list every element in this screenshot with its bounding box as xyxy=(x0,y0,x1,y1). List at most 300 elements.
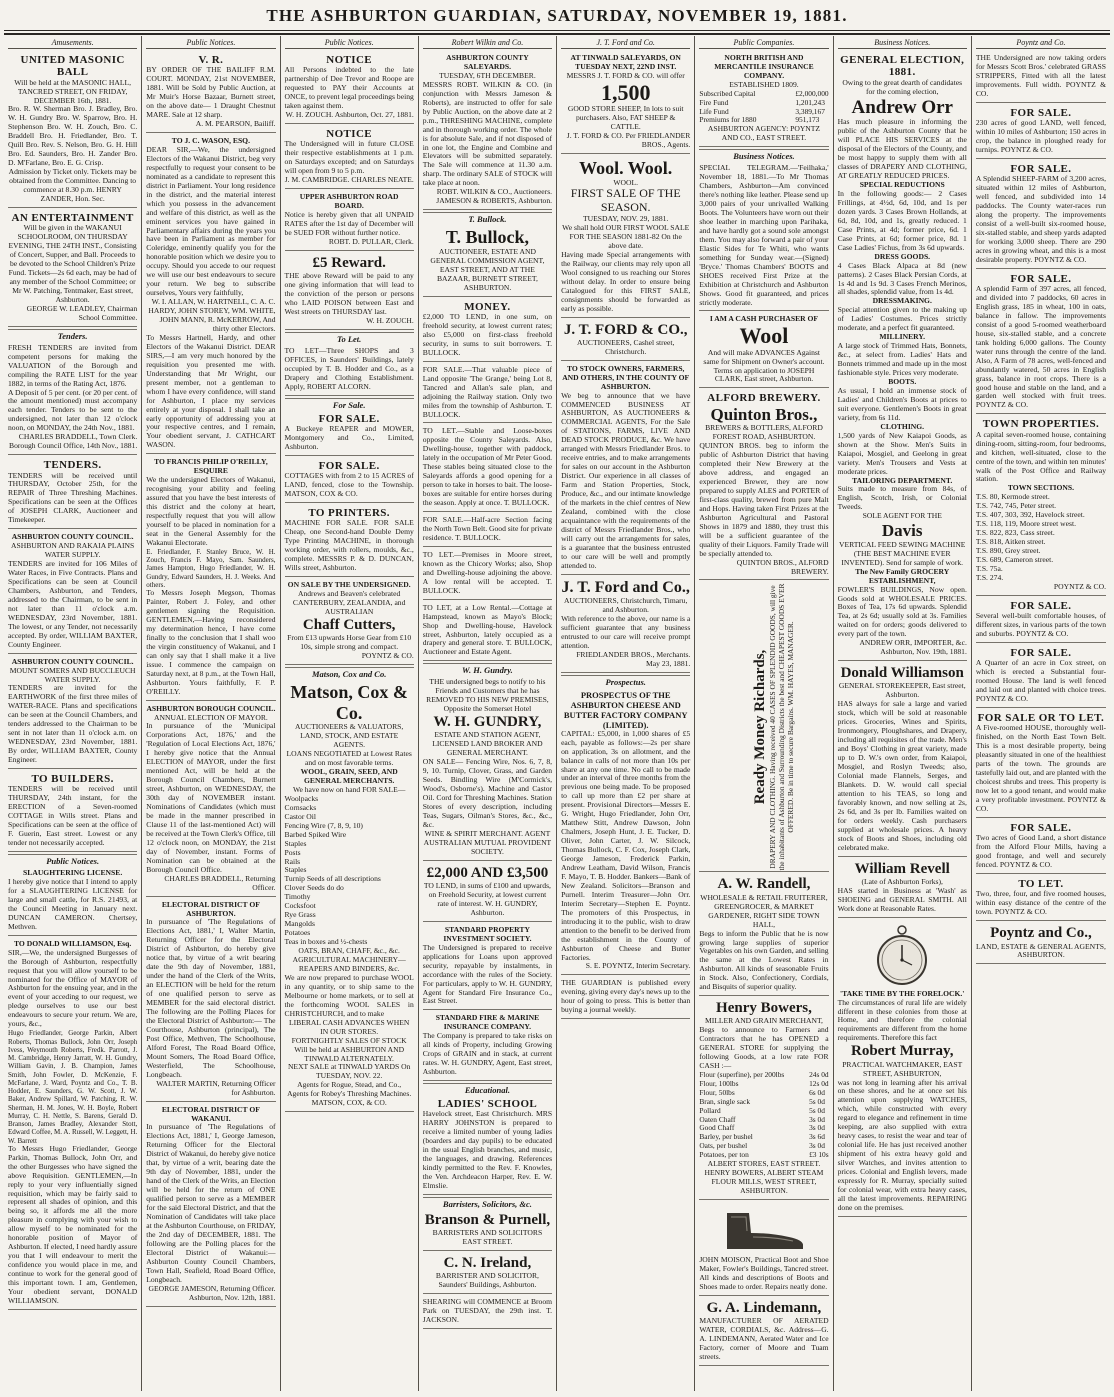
ad-body: Admission by Ticket only. Tickets may be obtained from the Committee. Dancing to commence at 8.30 p.m. HENRY ZANDER, Hon. Sec. xyxy=(8,167,137,204)
ad-for-sale-6 xyxy=(976,710,1106,818)
price-value: £2,000,000 xyxy=(795,88,829,98)
price-item: Flour, 100lbs xyxy=(699,1079,739,1089)
ad-title: Branson & Purnell, xyxy=(424,1211,551,1228)
section-heading: Amusements. xyxy=(8,38,137,49)
ad-randell xyxy=(699,874,828,996)
ad-bullock-let-2 xyxy=(423,549,552,600)
ad-body: BARRISTERS AND SOLICITORS EAST STREET. xyxy=(432,1228,543,1247)
ad-list: E. Friedlander, F. Stanley Bruce, W. H. Zouch, Francis F. Mayo, Sam. Saunders, James Hampton, Hugo Friedlander, W. H. Gundry, Edward Saunders, H. J. Weeks. And others. xyxy=(146,547,276,589)
masthead-rule xyxy=(4,30,1110,31)
list-item: Posts xyxy=(284,847,301,857)
ad-list xyxy=(285,795,414,947)
ad-title: C. N. Ireland, xyxy=(443,1255,532,1272)
ad-title: NOTICE xyxy=(326,128,373,141)
section-heading: Prospectus. xyxy=(561,675,690,687)
price-value: 3s 0d xyxy=(809,1114,825,1124)
ad-title: FOR SALE. xyxy=(1010,162,1072,175)
ad-title: SLAUGHTERING LICENSE. xyxy=(23,868,123,878)
ad-signature: ASHBURTON AGENCY: POYNTZ AND CO., EAST STREET. xyxy=(707,124,821,143)
ad-donald-williamson xyxy=(838,663,967,856)
price-value: 5s 0d xyxy=(809,1105,825,1115)
ad-body: A Deposit of 5 per cent. (or 20 per cent. of the amount mentioned) must accompany each tender. Tenders to be sent to the undersigned, not later than 12 o'clock noon, on MONDAY, the 24th Nov., 1881. xyxy=(8,387,138,433)
column-6 xyxy=(695,36,833,1391)
ad-body: We have now on hand FOR SALE— xyxy=(292,784,406,794)
ad-heading: Davis xyxy=(881,521,923,541)
ad-signature: J. M. CAMBRIDGE. CHARLES NEATE. xyxy=(284,175,414,185)
ad-slaughtering xyxy=(8,867,137,936)
ad-mayor-election xyxy=(146,703,275,897)
ad-title: Donald Williamson xyxy=(840,665,964,682)
ad-body: A large stock of Trimmed Hats, Bonnets, &c., at select from. Ladies' Hats and Bonnets trimmed and made up in the most fashionable style. Prices very moderate. xyxy=(837,341,967,378)
price-item: Oats, per bushel xyxy=(699,1141,748,1151)
price-item: Life Fund xyxy=(699,106,729,116)
list-item: Staples xyxy=(284,838,307,848)
section-heading: Tenders. xyxy=(8,329,137,341)
price-value: 3s 0d xyxy=(809,1123,825,1133)
ad-title: MONEY. xyxy=(464,300,511,313)
ad-body: To Messrs Joseph Megson, Thomas Painter, Robert J. Foley, and other gentlemen signing the Requisition. GENTLEMEN,—Having reconsidered my determination hence, I have come finally to the conclusion that I shall woo the virgin constituency of Wakanui, and I can only say that I shall make it a live issue. I commence the campaign on Saturday next, at 8 p.m., at the Town Hall, Ashburton. Yours faithfully, F. P. O'REILLY. xyxy=(146,588,276,696)
ad-title: £5 Reward. xyxy=(312,254,386,271)
ad-for-sale-3 xyxy=(976,271,1106,415)
ad-wilkin-saleyards xyxy=(423,52,552,210)
ad-body: SPECIAL TELEGRAM.—'Feilhaka,' November 18, 1881.—To Mr Thomas Chambers, Ashburton—Am convinced there's nothing like leather. Please send up 3,000 pairs of your unrivalled Walking Boots. The Volunteers have worn out their shoe leather in marching upon Parihaka, and have hardly got a sound sole amongst them. You may also forward a pair of your Elastic Sides for Te Whiti, who wants something for Sunday wear.—(Signed) 'Bryce.' Thomas Chambers' BOOTS and SHOES received First Prize at the Exhibition at Christchurch and Ashburton Shows. Good fit guaranteed, and prices strictly moderate. xyxy=(699,163,829,307)
ad-subtitle: BREWERS & BOTTLERS, ALFORD FOREST ROAD, ASHBURTON. xyxy=(705,423,823,442)
ad-body: All Persons indebted to the late partnership of Dee Trevor and Roope are requested to PAY their Accounts at ONCE, to prevent legal proceedings being taken against them. xyxy=(284,65,414,111)
ad-notice-closing xyxy=(285,126,414,189)
ad-signature: GEORGE JAMESON, Returning Officer. Ashburton, Nov. 12th, 1881. xyxy=(148,1283,276,1302)
list-item: T.S. 80, Kermode street. xyxy=(975,492,1050,502)
list-item: Barbed Spiked Wire xyxy=(284,829,347,839)
price-item: Subscribed Capital xyxy=(699,88,756,98)
section-heading: Business Notices. xyxy=(838,38,967,49)
ad-standard-investment xyxy=(423,924,552,1011)
ad-title: ASHBURTON BOROUGH COUNCIL. xyxy=(146,703,276,713)
ad-to-let xyxy=(976,876,1106,921)
price-item: Bran, single sack xyxy=(699,1096,751,1106)
ad-body: SHEARING will COMMENCE at Broom Park on TUESDAY, the 29th inst. T. JACKSON. xyxy=(422,1297,553,1325)
ad-body: TENDERS will be received until THURSDAY, October 25th, for the REPAIR of Three Threshing Machines. Specifications can be seen at the Offices of JOSEPH CLARK, Auctioneer and Timekeeper. xyxy=(8,470,138,525)
ad-date: TUESDAY, NOV. 29, 1881. xyxy=(583,214,669,224)
section-heading: Robert Wilkin and Co. xyxy=(423,38,552,49)
column-2 xyxy=(142,36,280,1391)
ad-heading: Andrew Orr xyxy=(851,96,953,118)
list-item: T.S. 890, Grey street. xyxy=(975,546,1041,556)
ad-subtitle: MILLER AND GRAIN MERCHANT, xyxy=(704,1016,823,1026)
ad-list: Hugo Friedlander, George Parkin, Albert Roberts, Thomas Bullock, John Orr, Joseph Ivess, Weymouth Roberts, Fredk. Parrott, J. M. Cambridge, Henry Jarratt, W. H. Gundry, William Gavin, J. B. Champion, James Smith, John Fowler, D. McKenzie, F. McFarlane, J. Ward, Poyntz and Co., T. B. Hodder, E. Saunders, G. W. Scott, J. W. Baker, Andrew Spillard, W. Patching, R. W. Sherman, H. M. Jones, W. H. Boyle, Robert Murray, C. H. Nettle, S. Barens, Gerald D. Branson, James Bradley, Alexander Stott, Edward Coffee, M. A. Russell, W. Leggett, H. W. Barrett xyxy=(8,1029,138,1145)
ad-title: UNITED MASONIC BALL xyxy=(20,54,125,79)
section-heading: Public Notices. xyxy=(285,38,414,49)
ad-title: TO DONALD WILLIAMSON, Esq. xyxy=(14,938,132,948)
ad-town-properties xyxy=(976,416,1106,595)
ad-title: J. T. Ford and Co., xyxy=(561,578,690,596)
ad-moison xyxy=(699,1202,828,1296)
ad-body: CAPITAL: £5,000, in 1,000 shares of £5 each, payable as follows:—2s per share on application, 3s on allotment, and the balance in calls of not more than 10s per share at any one time. No call to be made under an interval of three months from the previous one being made. To be proposed to call up more than £2 per share at present. Provisional Directors—Messrs E. G. Wright, Hugo Friedlander, John Orr, Matthew Stitt, Andrew Dawson, John Chalmers, Joseph Hunt, J. E. Tucker, D. Oliver, John Carter, J. W. Silcock, Thomas Bullock, C. F. Cox, Joseph Clark, George Jameson, Frederick Parkin, Andrew Leatham, David Wilson, Francis F. Mayo, T. B. Hodder. Bankers—Bank of New Zealand. Solicitors—Branson and Purnell. Interim Treasurer—John Orr. Interim Secretary—Stephen E. Poyntz. The promoters of this Prospectus, in introducing it to the public, wish to draw attention to the benefit to be derived from the establishment in the County of Ashburton of Cheese and Butter Factories. xyxy=(561,728,691,962)
ad-heading: DRESS GOODS. xyxy=(874,251,931,261)
ad-william-revell xyxy=(838,859,967,918)
ad-signature: J. T. FORD & CO. Per FRIEDLANDER BROS., Agents. xyxy=(566,130,691,149)
section-heading: Barristers, Solicitors, &c. xyxy=(423,1197,552,1209)
rotated-ad xyxy=(699,582,833,872)
list-item: Cornsacks xyxy=(284,802,317,812)
ad-body: A Buckeye REAPER and MOWER, Montgomery and Co., Limited, Ashburton. xyxy=(284,423,414,451)
ad-heading: TOWN SECTIONS. xyxy=(1007,483,1074,493)
price-value: 24s 0d xyxy=(809,1070,829,1080)
ad-title: V. R. xyxy=(198,54,224,66)
ad-title: FOR SALE. xyxy=(318,412,380,425)
section-heading: Public Notices. xyxy=(8,854,137,866)
ad-wool-sale xyxy=(561,156,690,318)
ad-subtitle: WOOL. xyxy=(613,177,639,187)
column-5 xyxy=(557,36,695,1391)
ad-body: Owing to the great dearth of candidates for the coming election, xyxy=(842,77,963,96)
ad-title: ASHBURTON COUNTY SALEYARDS. xyxy=(446,53,529,71)
ad-body: To Messrs Hartnell, Hardy, and other Electors of the Wakanui District. DEAR SIRS,—I am very much honored by the requisition you presented me with. Understanding that Mr Wright, our present member, not a gentleman to whom I have every confidence, will stand for Ashburton, I place my services entirely at your disposal. I shall take an early opportunity of addressing you at your respective centres, and I remain, Your obedient servant, J. CATHCART WASON. xyxy=(146,332,276,450)
ad-title: TO STOCK OWNERS, FARMERS, AND OTHERS, IN THE COUNTY OF ASHBURTON. xyxy=(562,363,690,391)
ad-body: MANUFACTURER OF AERATED WATER, CORDIALS, &c. Address—G. A. LINDEMANN, Aerated Water and Ice Factory, corner of Moore and Tuam streets. xyxy=(699,1315,829,1361)
ad-body: In the following goods:— 2 Cases Frillings, at 4½d, 6d, 10d, and 1s per dozen yards. 3 Cases Brown Hollands, at 6d, 8d, 10d, and 1s, greatly reduced. 1 Case Prints, at 4d; former price, 6d. 1 Case Prints, at 6d; former price, 8d. 1 Case Ladies' Fichus, from 3s 6d upwards. xyxy=(837,189,967,252)
ad-body: QUINTON BROS. beg to inform the public of Ashburton District that having completed their New Brewery at the above address, and engaged an experienced Brewer, they are now prepared to supply ALES and PORTER of first-class quality, brewed from pure Malt and Hops. Having taken First Prizes at the Ashburton Agricultural and Pastoral Shows in 1879 and 1880, they trust this will be a sufficient guarantee of the quality of their Liquors. Family Trade will be specially attended to. xyxy=(699,441,829,558)
ad-subtitle: TUESDAY, 6TH DECEMBER. xyxy=(439,70,536,80)
ad-body: In pursuance of 'The Regulations of Elections Act, 1881,' I, George Jameson, Returning Officer for the Electoral District of Wakanui, do hereby give notice that, by virtue of a writ, bearing date the 9th day of November, 1881, under the hand of the Clerk of the Writs, an Election will be held for the return of ONE qualified person to serve as a MEMBER for the said Electoral District, and that the Nomination of Candidates will take place at the Ashburton Courthouse, on FRIDAY, the 2nd day of DECEMBER, 1881. The following are the Polling places for the Electoral District of Wakanui:— Ashburton County Council Chambers, Town Hall, Seafield, Road Board Office, Longbeach. xyxy=(146,1122,276,1284)
section-heading: Public Notices. xyxy=(146,38,275,49)
ad-body: TO LEND, in sums of £100 and upwards, on Freehold Security, at lowest current rate of interest. W. H. GUNDRY, Ashburton. xyxy=(423,881,551,917)
ad-title: £2,000 AND £3,500 xyxy=(426,864,549,881)
ad-body: As usual, I hold an immense stock of Ladies' and Children's Boots at prices to suit everyone. Gentlemen's Boots in great variety, from 6s 11d. xyxy=(837,385,967,422)
ad-lindemann xyxy=(699,1298,828,1366)
ad-title: STANDARD PROPERTY INVESTMENT SOCIETY. xyxy=(443,924,532,943)
ad-bailiff xyxy=(146,52,275,133)
ad-ready-money-richards xyxy=(699,582,828,872)
price-value: 3s 6d xyxy=(809,1132,825,1142)
ad-title: PROSPECTUS OF THE ASHBURTON CHEESE AND BUTTER FACTORY COMPANY (LIMITED). xyxy=(563,689,688,730)
ad-body: Begs to announce to Farmers and Contractors that he has OPENED a GENERAL STORE for supplying the following Goods, at a low rate FOR CASH :— xyxy=(699,1025,829,1071)
ad-special-telegram xyxy=(699,162,828,311)
section-heading: W. H. Gundry. xyxy=(423,663,552,675)
ad-for-sale-7 xyxy=(976,820,1106,874)
ad-title: STANDARD FIRE & MARINE INSURANCE COMPANY. xyxy=(435,1013,540,1032)
ad-heading: TAILORING DEPARTMENT. xyxy=(852,475,953,485)
ad-body: 4 Cases Black Alpaca at 8d (new patterns). 2 Cases Black Persian Cords, at 1s 4d and 1s 9d. 3 Cases French Merinos, all shades, splendid value, from 1s 4d. xyxy=(837,260,967,297)
ad-subtitle: PRACTICAL WATCHMAKER, EAST STREET, ASHBURTON, xyxy=(842,1059,963,1078)
ad-title: UPPER ASHBURTON ROAD BOARD. xyxy=(299,192,399,211)
ad-body: VERTICAL FEED SEWING MACHINE (THE BEST MACHINE EVER INVENTED). Send for sample of work. xyxy=(839,539,966,567)
ad-heading: AGRICULTURAL MACHINERY—REAPERS AND BINDERS, &c. xyxy=(292,955,406,973)
list-item: Potatoes xyxy=(284,928,311,938)
ad-subtitle: ANNUAL ELECTION OF MAYOR. xyxy=(154,712,268,722)
list-item: Rye Grass xyxy=(284,910,316,920)
list-item: Timothy xyxy=(284,892,311,902)
ad-body: Begs to inform the Public that he is now growing large supplies of superior Vegetables on his own Garden, and selling the same at the Lowest Rates in Ashburton. All kinds of seasonable Fruits in Stock. Also, Confectionery, Cordials, and Bisquits of superior quality. xyxy=(699,928,829,992)
ad-body: The Undersigned is prepared to receive applications for Loans upon approved security, repayable by instalments, in accordance with the rules of the Society. For particulars, apply to W. H. GUNDRY, Agent for Standard Fire Insurance Co., East Street. xyxy=(422,942,553,1006)
ad-title: AN ENTERTAINMENT xyxy=(11,211,134,224)
ad-title: ALFORD BREWERY. xyxy=(707,392,821,405)
column-8 xyxy=(972,36,1110,1391)
ad-body: GOOD STORE SHEEP, In lots to suit purchasers. Also, FAT SHEEP & CATTLE. xyxy=(567,104,684,131)
ad-title: Henry Bowers, xyxy=(716,1000,812,1017)
ad-title: J. T. FORD & CO., xyxy=(563,321,688,338)
ad-electoral-wakanui xyxy=(146,1104,275,1307)
ad-body: TO LET.—Premises in Moore street, known as the Chicory Works; also, Shop and Dwelling-house adjoining the above. A low rental will be accepted. T. BULLOCK. xyxy=(422,549,553,595)
ad-prospectus xyxy=(561,688,690,976)
ad-body: LOANS NEGOTIATED at Lowest Rates and on most favorable terms. xyxy=(286,749,412,768)
ad-title: TENDERS. xyxy=(43,459,102,472)
ad-title: NOTICE xyxy=(326,54,373,66)
ad-reward xyxy=(285,253,414,330)
ad-title: TO BUILDERS. xyxy=(31,773,114,786)
ad-signature: GEORGE W. LEADLEY, Chairman School Committee. xyxy=(26,303,138,322)
ad-builders xyxy=(8,771,137,852)
ad-heading: WOOL, GRAIN, SEED, AND GENERAL MERCHANTS. xyxy=(300,767,398,785)
ad-for-sale-4 xyxy=(976,598,1106,643)
ad-jt-ford xyxy=(561,320,690,361)
list-item: T.S. 75a. xyxy=(975,564,1003,573)
ad-title: NORTH BRITISH AND MERCANTILE INSURANCE COMPANY. xyxy=(714,53,814,80)
ad-signature: W. H. ZOUCH. Ashburton, Oct. 27, 1881. xyxy=(285,110,414,120)
ad-title: ASHBURTON COUNTY COUNCIL. xyxy=(11,532,134,542)
ad-body: A splendid Farm of 397 acres, all fenced, and divided into 7 paddocks, 60 acres in English grass, 185 in wheat, 100 in oats, balance in fallow. The improvements consist of a good 5-roomed weatherboard house, six-stalled stable, and a concrete tank holding 6,000 gallons. The County water runs through the centre of the land. Also, A Farm of 78 acres, well-fenced and abundantly watered, 50 acres in English grass, balance in root crops. There is a good house and stable on the land, and a garden well stocked with fruit trees. POYNTZ & CO. xyxy=(975,284,1106,410)
list-item: Mangolds xyxy=(284,919,315,929)
ad-title: LADIES' SCHOOL xyxy=(437,1098,538,1111)
ad-title: FOR SALE. xyxy=(1010,821,1072,834)
ad-body: FOWLER'S BUILDINGS, Now open. Goods sold at WHOLESALE PRICES. Boxes of Tea, 17s 6d upwards. Splendid Tea, at 2s 6d; usually sold at 3s. Families waited on for orders; goods delivered to every part of the town. xyxy=(837,584,967,639)
ad-body: TENDERS are invited for 106 Miles of Water Races, in Five Contracts. Plans and Specifications can be seen at Council Chambers, Ashburton, and Tenders, addressed to the Chairman, to be sent in not later than 11 o'clock a.m. WEDNESDAY, 23rd November, 1881. The lowest, or any Tender, not necessarily accepted. By order, WILLIAM BAXTER, County Engineer. xyxy=(8,559,138,649)
ad-robert-murray xyxy=(838,920,967,1217)
ad-body: TO LET, at a Low Rental.—Cottage at Hampstead, known as Mayo's Block; Shop and Dwelling-house, Havelock street, Ashburton, lately occupied as a drapery and general store. T. BULLOCK, Auctioneer and Estate Agent. xyxy=(422,602,553,657)
ad-heading: Wool xyxy=(739,323,789,349)
ad-body: With reference to the above, our name is a sufficient guarantee that any business entrusted to our care will receive prompt attention. xyxy=(561,613,691,650)
price-item: Good Chaff xyxy=(699,1123,735,1133)
ad-title: A. W. Randell, xyxy=(717,876,811,893)
ad-jt-ford-2 xyxy=(561,577,690,673)
price-list xyxy=(699,1071,828,1160)
ad-requisition-oreilly xyxy=(146,456,275,700)
ad-title: TO LET. xyxy=(1018,878,1064,891)
ad-signature: A. M. PEARSON, Bailiff. xyxy=(195,119,276,129)
ad-title: TOWN PROPERTIES. xyxy=(982,418,1100,431)
list-item: Woolpacks xyxy=(284,793,319,803)
ad-title: FOR SALE. xyxy=(1010,106,1072,119)
section-heading: To Let. xyxy=(285,332,414,344)
ad-body: BY ORDER OF THE BAILIFF R.M. COURT. MONDAY, 21st NOVEMBER, 1881. Will be Sold by Public Auction, at Mr Muir's Horse Bazaar, Burnett street, on the above date— 1 Draught Chestnut MARE. Sale at 12 sharp. xyxy=(146,65,276,120)
ad-road-board xyxy=(285,191,414,251)
list-item: T.S. 742, 745, Peter street. xyxy=(975,501,1057,511)
ad-title: FOR SALE OR TO LET. xyxy=(977,712,1105,725)
ad-money xyxy=(423,299,552,362)
ad-heading: The New Family GROCERY ESTABLISHMENT, xyxy=(855,566,950,585)
section-heading: For Sale. xyxy=(285,398,414,410)
columns xyxy=(4,36,1110,1391)
ad-title: ON SALE BY THE UNDERSIGNED. xyxy=(287,579,411,589)
ad-body: THE Undersigned are now taking orders for Messrs Scott Bros.' celebrated GRASS STRIPPERS, Fitted with all the latest improvements. Full width. POYNTZ & CO. xyxy=(975,53,1106,98)
ad-bullock-sale-2 xyxy=(423,514,552,547)
ad-subtitle: WHOLESALE & RETAIL FRUITERER, GREENGROCER, & MARKET GARDENER, RIGHT SIDE TOWN HALL, xyxy=(700,892,828,929)
ad-title: G. A. Lindemann, xyxy=(706,1299,822,1316)
ad-heading: Robert Murray, xyxy=(850,1043,954,1060)
ad-body: We beg to announce that we have COMMENCED BUSINESS AT ASHBURTON, AS AUCTIONEERS & COMMERCIAL AGENTS, For the Sale of STATIONS, FARMS, LIVE AND DEAD STOCK PRODUCE, &c. We have arranged with Messrs Friedlander Bros. to receive entries, and to make arrangements for sales on our account in the Ashburton District. Our experience in all classes of Farm and Station Properties, Stock, Produce, &c., and our intimate knowledge of the markets in the chief centres of New Zealand, combined with the close acquaintance with the requirements of the district of Messrs Friedlander Bros., who will carry out the arrangements for sales, is a guarantee that the business entrusted to our care will be well and promptly attended to. xyxy=(561,390,691,570)
ad-subtitle: (Late of Ashburton Forks), xyxy=(861,876,943,886)
ad-body: Special attention given to the making up of Ladies' Costumes. Prices strictly moderate, and a perfect fit guaranteed. xyxy=(837,305,967,333)
ad-signature: FRIEDLANDER BROS., Merchants. May 23, 1881. xyxy=(576,649,691,668)
ad-title: 'TAKE TIME BY THE FORELOCK.' xyxy=(840,988,965,998)
masthead-title: THE ASHBURTON GUARDIAN, SATURDAY, NOVEMBER 19, 1881. xyxy=(266,6,848,25)
list-item: Teas in boxes and ½-chests xyxy=(284,937,368,947)
ad-body: A Quarter of an acre in Cox street, on which is erected a Substantial four-roomed House. The land is well fenced and laid out and planted with choice trees. POYNTZ & CO. xyxy=(975,658,1106,704)
ad-title: TO FRANCIS PHILIP O'REILLY, ESQUIRE xyxy=(154,457,268,476)
ad-number: 1,500 xyxy=(600,79,651,105)
ad-body: OATS, BRAN, CHAFF, &c., &c. xyxy=(298,946,400,956)
ad-body: FOR SALE.—Half-acre Section facing the North Town Belt. Good site for private residence. T. BULLOCK. xyxy=(422,515,553,542)
list-item: Staples xyxy=(284,865,307,875)
section-heading: Educational. xyxy=(423,1083,552,1095)
ad-title: Poyntz and Co., xyxy=(990,925,1092,942)
price-item: Potatoes, per ton xyxy=(699,1150,749,1160)
section-heading: J. T. Ford and Co. xyxy=(561,38,690,49)
ad-subtitle: ASHBURTON AND RAKAIA PLAINS WATER SUPPLY. xyxy=(11,541,135,560)
ad-fresh-tenders xyxy=(8,342,137,455)
ad-heading: FIRST SALE OF THE SEASON. xyxy=(570,186,681,215)
ad-body: TENDERS are invited for the EARTHWORK of the first three miles of WATER-RACE. Plans and specifications can be seen at the Council Chambers, and tenders addressed to the Chairman to be sent in not later than 11 o'clock a.m. on WEDNESDAY, 23rd November, 1881. By order, WILLIAM BAXTER, County Engineer. xyxy=(8,683,138,765)
ad-heading: LIBERAL CASH ADVANCES WHEN IN OUR STORES. xyxy=(289,1017,410,1036)
ad-body: Will be held at the MASONIC HALL, TANCRED STREET, ON FRIDAY, DECEMBER 16th, 1881. xyxy=(14,77,131,105)
column-3 xyxy=(281,36,419,1391)
section-heading: Matson, Cox and Co. xyxy=(285,667,414,679)
ad-requisition-williamson xyxy=(8,938,137,1310)
ad-body: NEXT SALE at TINWALD YARDS On TUESDAY, NOV. 22. xyxy=(287,1062,411,1081)
price-value: 951,173 xyxy=(795,115,820,125)
ad-gundry xyxy=(423,676,552,860)
ad-guardian xyxy=(561,977,690,1019)
ad-requisition-wason xyxy=(146,135,275,454)
price-item: Flour, 50lbs xyxy=(699,1087,735,1097)
ad-body: TENDERS will be received until THURSDAY, 24th instant, for the ERECTION of a Seven-roomed COTTAGE in Wills street. Plans and Specifications can be seen at the office of F. Guerin, East street. Lowest or any tender not necessarily accepted. xyxy=(8,784,138,848)
ad-for-sale-5 xyxy=(976,645,1106,708)
ad-body: MESSRS J. T. FORD & CO. will offer xyxy=(566,70,685,80)
ad-heading: Chaff Cutters, xyxy=(302,616,396,633)
ad-masonic-ball xyxy=(8,52,137,208)
ad-heading: FORTNIGHTLY SALES OF STOCK Will be held at ASHBURTON AND TINWALD ALTERNATELY. xyxy=(291,1035,407,1063)
ad-title: AT TINWALD SALEYARDS, ON TUESDAY NEXT, 22ND INST. xyxy=(570,53,681,71)
ad-body: TO LET.—Stable and Loose-boxes opposite the County Saleyards. Also, Dwelling-house, together with paddock, lately in the occupation of Mr Peter Good. These stables being situated close to the Saleyards affords a good opening for a person to take in horses to bait. The loose-boxes are suitable for entire horses during the season. Apply at once. T. BULLOCK. xyxy=(422,426,553,508)
ad-standard-fire xyxy=(423,1012,552,1081)
ad-title: FOR SALE. xyxy=(318,459,380,472)
price-item: Barley, per bushel xyxy=(699,1132,753,1142)
ad-body: We shall hold OUR FIRST WOOL SALE FOR THE SEASON 1881-82 On the above date. xyxy=(562,223,690,250)
ad-body: TO LET—Three SHOPS and 3 OFFICES, in Saunders' Buildings, lately occupied by T. B. Hodder and Co., as a Drapery and Clothing Establishment. Apply, ROBERT ALCORN. xyxy=(284,345,414,391)
ad-bullock-sale xyxy=(423,364,552,424)
ad-heading: CLOTHING. xyxy=(880,421,925,431)
ad-notice-zouch xyxy=(285,52,414,124)
ad-title: Ready Money Richards, xyxy=(752,650,769,805)
ad-body: The circumstances of rural life are widely different in these colonies from those at Home, and therefore the colonial requirements are different from the home requirements. Therefore this fact xyxy=(837,997,967,1043)
ad-body: BARRISTER AND SOLICITOR, Saunders' Buildings, Ashburton. xyxy=(435,1271,539,1290)
price-value: 6s 0d xyxy=(809,1087,825,1097)
ad-ireland xyxy=(423,1253,552,1294)
ad-shearing xyxy=(423,1296,552,1329)
ad-bullock-let-3 xyxy=(423,602,552,662)
ad-title: GENERAL ELECTION, 1881. xyxy=(840,54,965,79)
ad-subtitle: MOUNT SOMERS AND BUCCLEUCH WATER SUPPLY. xyxy=(9,665,136,684)
ad-for-sale-2 xyxy=(976,161,1106,269)
ad-poyntz xyxy=(976,923,1106,964)
ad-body: FOR SALE.—That valuable piece of Land opposite 'The Grange,' being Lot 8, Tancred and Allan's sale plan, and adjoining the Railway station. Only two miles from the township of Ashburton. T. BULLOCK. xyxy=(422,364,553,419)
ad-body: Two acres of Good Land, a short distance from the Alford Flour Mills, having a good frontage, and well and securely fenced. POYNTZ & CO. xyxy=(975,833,1106,870)
ad-title: William Revell xyxy=(854,860,950,877)
list-item: Rails xyxy=(284,856,301,866)
ad-signature: QUINTON BROS., ALFORD BREWERY. xyxy=(736,557,829,576)
ad-cash-purchaser xyxy=(699,313,828,388)
price-value: 3,389,167 xyxy=(795,106,825,116)
ad-signature: ALBERT STORES, EAST STREET. HENRY BOWERS, ALBERT STEAM FLOUR MILLS, WEST STREET, ASHBURTON. xyxy=(704,1158,824,1195)
ad-ladies-school xyxy=(423,1096,552,1195)
ad-title: TO PRINTERS. xyxy=(308,506,390,519)
price-value: £3 10s xyxy=(809,1150,829,1160)
list-item: T.S. 822, 823, Cass street. xyxy=(975,528,1055,538)
price-item: Oaten Chaff xyxy=(699,1114,736,1124)
ad-title: Wool. Wool. xyxy=(579,157,673,178)
ad-list: W. I. ALLAN, W. HARTNELL, C. A. C. HARDY, JOHN STOREY, WM. WHITE, JOHN MANN, R. McKERROW, And thirty other Electors. xyxy=(148,297,276,333)
ad-subtitle: AUCTIONEERS, Christchurch, Timaru, and Ashburton. xyxy=(563,596,688,614)
ad-body: A capital seven-roomed house, containing dining-room, sitting-room, four bedrooms, and kitchen, well-situated, close to the centre of the town, and within ten minutes' walk of the Post Office and Railway station. xyxy=(975,429,1106,484)
ad-body: DEAR SIR,—We, the undersigned Electors of the Wakanui District, beg very respectfully to request your consent to be nominated as a candidate to represent this district in Parliament. Your long residence in the district, and the material interest which you possess in the advancement and welfare of this district, as well as the eminent services you have gained in Parliamentary affairs during the years you have been in Parliament as member for Coleridge, eminently qualify you for the honorable position which we desire you to occupy. Should you accede to our request we will use our best endeavours to secure your return. We beg to subscribe ourselves, Yours very faithfully, xyxy=(146,144,276,298)
list-item: T.S. 118, 119, Moore street west. xyxy=(975,519,1076,529)
ad-signature: WALTER MARTIN, Returning Officer for Ashburton. xyxy=(156,1078,276,1097)
section-heading: Business Notices. xyxy=(699,149,828,161)
ad-body: THE undersigned begs to notify to his Friends and Customers that he has REMOVED TO HIS NEW PREMISES, Opposite the Somerset Hotel xyxy=(426,677,549,714)
ad-bullock-let-1 xyxy=(423,425,552,512)
ad-body: Agents for Rogue, Stead, and Co., xyxy=(297,1080,402,1090)
ad-body: 230 acres of good LAND, well fenced, within 10 miles of Ashburton; 150 acres in crop, the balance in ploughed ready for turnips. POYNTZ & CO. xyxy=(975,118,1106,154)
ad-body: SIR,—We, the undersigned Burgesses of the Borough of Ashburton, respectfully request that you will allow yourself to be nominated for the Office of MAYOR of Ashburton for the ensuing year, and in the event of your acceding to our request, we pledge ourselves to use our best endeavours to secure your return. We are, yours, &c., xyxy=(8,947,138,1029)
ad-body: SOLE AGENT FOR THE xyxy=(862,511,942,521)
ad-body: £2,000 TO LEND, in one sum, on freehold security, at lowest current rates; also £5,000 on first-class freehold security, in sums to suit borrowers. T. BULLOCK. xyxy=(422,311,553,357)
ad-body: HAS always for sale a large and varied stock, which will be sold at reasonable prices. Groceries, Wines and Spirits, Ironmongery, Ploughshares, and Drapery, including all requisites of the trade. Men's and Boys' Clothing in great variety, made up to D. W.'s own order, from Kaiapoi, Mosgiel, and Roslyn Tweeds; also, Colonial made Flannels, Serges, and Blankets. D. W. would call special attention to his TEAS, so long and favorably known, and now selling at 2s, 2s 6d, and 3s per lb. Families waited on for orders weekly. Cash purchasers supplied at wholesale prices. A heavy stock of Boots and Shoes, including old celebrated make. xyxy=(837,699,967,852)
list-item: Castor Oil xyxy=(284,811,316,821)
price-value: 12s 0d xyxy=(809,1079,829,1089)
ad-county-council-2 xyxy=(8,656,137,769)
ad-tenders xyxy=(8,457,137,529)
ad-andrew-orr xyxy=(838,52,967,661)
ad-list: Bro. R. W. Sherman Bro. J. Bradley, Bro. W. H. Gundry Bro. W. Sparrow, Bro. H. Stephenson Bro. W. H. Zouch, Bro. C. Braddell Bro. H. Friedlander, Bro. T. Quill Bro. Rev. S. Nelson, Bro. G. H. Hill Bro. Ed. Saunders, Bro. H. Zander Bro. D. M'Farlane, Bro. E. G. Crisp. xyxy=(8,104,138,168)
ad-henry-bowers xyxy=(699,998,828,1200)
ad-signature: W. H. ZOUCH. xyxy=(366,315,414,325)
ad-loans xyxy=(423,863,552,922)
ad-body: Has much pleasure in informing the public of the Ashburton County that he will PLACE HIS SERVICES at the disposal of the Electors of the County, and be most happy to supply them with all classes of DRAPERY AND CLOTHING, AT GREATLY REDUCED PRICES. xyxy=(837,117,967,181)
ad-entertainment xyxy=(8,210,137,327)
ad-chaff-cutters xyxy=(285,579,414,665)
price-item: Pollard xyxy=(699,1105,721,1115)
list-item: Cocksfoot xyxy=(284,901,316,911)
ad-body: Several well-built comfortable houses, of different sizes, in various parts of the town and suburbs. POYNTZ & CO. xyxy=(975,611,1106,639)
ad-subtitle: ESTATE AND STATION AGENT, LICENSED LAND BROKER AND GENERAL MERCHANT. xyxy=(432,730,543,758)
ad-body: And will make ADVANCES Against same for Shipment on Owner's account. Terms on application to JOSEPH CLARK, East street, Ashburton. xyxy=(703,347,825,384)
ad-body: DRAPERY AND CLOTHING. Having received 40 CASES OF SPLENDID GOODS, will give the inhabitants of Ashburton and Surrounding Districts the best and CHEAPEST GOODS EVER OFFERED. Be in time to secure Bargains. WM. HAYES, MANAGER. xyxy=(768,584,796,871)
ad-grass-strippers xyxy=(976,52,1106,103)
column-7 xyxy=(834,36,972,1391)
column-4 xyxy=(419,36,557,1391)
ad-title: FOR SALE. xyxy=(1010,272,1072,285)
list-item: T.S. 407, 303, 392, Havelock street. xyxy=(975,510,1085,520)
ad-body: Will be given in the WAKANUI SCHOOLROOM, ON THURSDAY EVENING, THE 24TH INST., Consisting of Concert, Supper, and Ball. Proceeds to be devoted to the School Children's Prize Fund. Tickets—2s 6d each, may be had of any member of the School Committee; or Mr W. Patching, Tentmaker, East street, Ashburton. xyxy=(8,223,137,304)
ad-heading: MILLINERY. xyxy=(879,332,926,342)
ad-body: The Company is prepared to take risks on all kinds of Property, including Growing Crops of GRAIN and in stack, at current rates. W. H. GUNDRY, Agent, East street, Ashburton. xyxy=(422,1031,553,1077)
ad-body: Agents for Robey's Threshing Machines. MATSON, COX, & CO. xyxy=(287,1089,412,1108)
ad-north-british xyxy=(699,52,828,147)
ad-subtitle: AUCTIONEERS & VALUATORS, LAND, STOCK, AND ESTATE AGENTS. xyxy=(295,722,404,750)
ad-body: In pursuance of the 'Municipal Corporations Act, 1876,' and the 'Regulation of Local Elections Act, 1876,' I hereby give notice that the Annual ELECTION of MAYOR, under the first mentioned Act, will be held at the Borough Council Chambers, Burnett street, Ashburton, on WEDNESDAY, the 30th day of NOVEMBER instant. Nominations of Candidates (which must be made in the manner prescribed in Clause 11 of the last-mentioned Act) will be received at the Town Clerk's Office, till 12 o'clock noon, on MONDAY, the 21st day of November, instant. Forms of Nomination can be obtained at the Borough Council Office. xyxy=(146,721,276,874)
ad-quinton-bros xyxy=(699,390,828,580)
ad-body: A Splendid SHEEP-FARM of 3,200 acres, situated within 12 miles of Ashburton, well fenced, and subdivided into 14 paddocks. The County water-races run along the property. The improvements consist of a well-built six-roomed house, six-stalled stable, and sheep yards adapted for working 3,000 sheep. There are 290 acres in growing wheat, and this is a most desirable property. POYNTZ & CO. xyxy=(975,174,1106,264)
ad-heading: Quinton Bros., xyxy=(710,404,818,424)
